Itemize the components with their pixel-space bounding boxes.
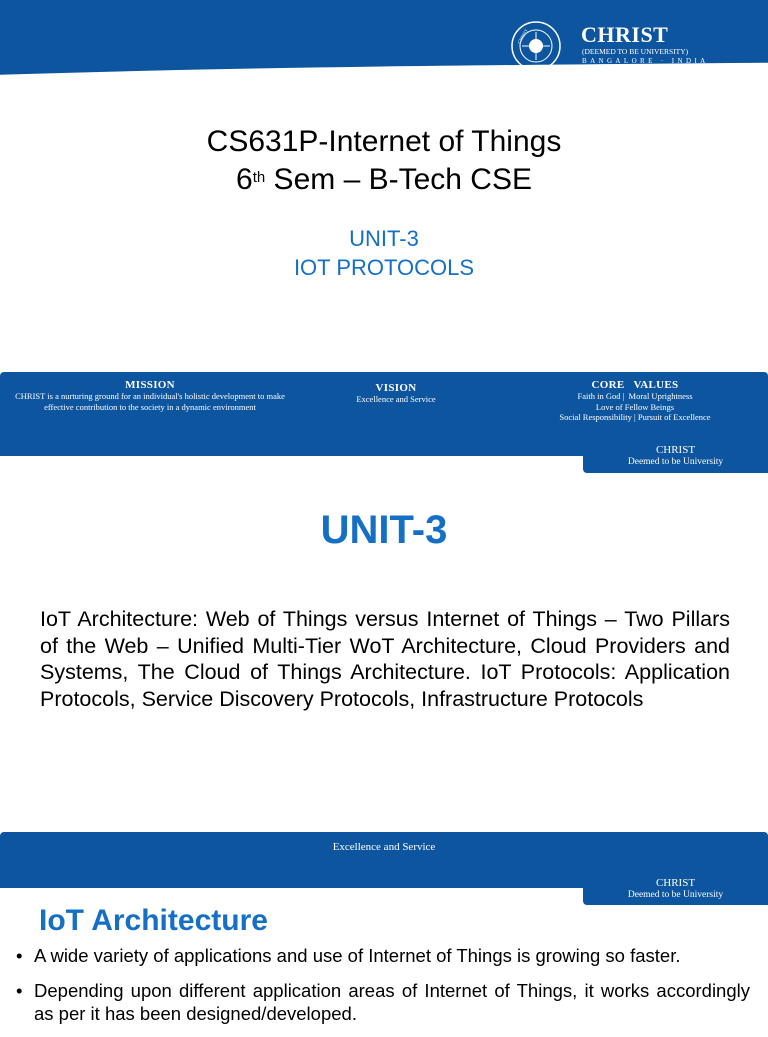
footer-tab-1-line-2: Deemed to be University [627,457,724,467]
vision-block [300,382,492,405]
topic-label: IOT PROTOCOLS [293,255,475,280]
unit-syllabus-text: IoT Architecture: Web of Things versus Internet of Things – Two Pillars of the Web – Unified Multi-Tier WoT Architecture, Cloud Providers and Systems, The Cloud of Things Architecture. IoT Protocols: Application Protocols, Service Discovery Protocols, Infrastructure Protocols [40,607,730,711]
bullet-icon: • [16,945,23,966]
mission-block [10,379,290,412]
footer-2-motto: Excellence and Service [332,841,436,853]
core-value-line-3: Social Responsibility | Pursuit of Excellence [559,412,711,422]
bullet-text: A wide variety of applications and use of Internet of Things is growing so faster. [34,945,681,966]
course-title [0,123,768,199]
christ-logo [510,20,722,72]
university-seal-icon [510,20,562,72]
mission-title: MISSION [125,379,175,391]
bullet-list [14,944,750,1037]
semester-line [0,161,768,199]
bullet-text: Depending upon different application areas of Internet of Things, it works accordingly as per it has been designed/developed. [34,980,750,1024]
vision-text: Excellence and Service [356,394,436,404]
unit-heading: UNIT-3 [320,508,448,552]
sem-rest: Sem – B-Tech CSE [265,163,532,196]
core-values-block [515,379,755,423]
iot-architecture-heading: IoT Architecture [39,904,268,937]
list-item [14,944,750,967]
footer-tab-1-text [583,444,768,468]
unit-subtitle [0,224,768,282]
footer-tab-2-line-2: Deemed to be University [627,890,724,900]
footer-tab-2-line-1: CHRIST [655,877,696,889]
logo-subtitle: (DEEMED TO BE UNIVERSITY) [582,47,689,56]
sem-suffix: th [252,169,266,186]
core-values-title: CORE VALUES [591,379,679,391]
mission-text: CHRIST is a nurturing ground for an individual's holistic development to make effective contribution to the society in a dynamic environment [15,391,285,412]
course-name: CS631P-Internet of Things [206,125,562,158]
list-item [14,979,750,1025]
title-slide [0,0,768,372]
logo-location: BANGALORE · INDIA [582,57,709,65]
logo-name: CHRIST [581,22,669,47]
vision-title: VISION [375,382,417,394]
footer-tab-2-text [583,877,768,901]
footer-tab-1-line-1: CHRIST [655,444,696,456]
svg-text:CHRIST: CHRIST [516,28,529,45]
sem-number: 6 [236,163,253,196]
core-value-line-1: Faith in God | Moral Uprightness [577,391,693,401]
bullet-icon: • [16,980,23,1001]
core-value-line-2: Love of Fellow Beings [595,401,675,412]
unit-label: UNIT-3 [349,226,419,251]
